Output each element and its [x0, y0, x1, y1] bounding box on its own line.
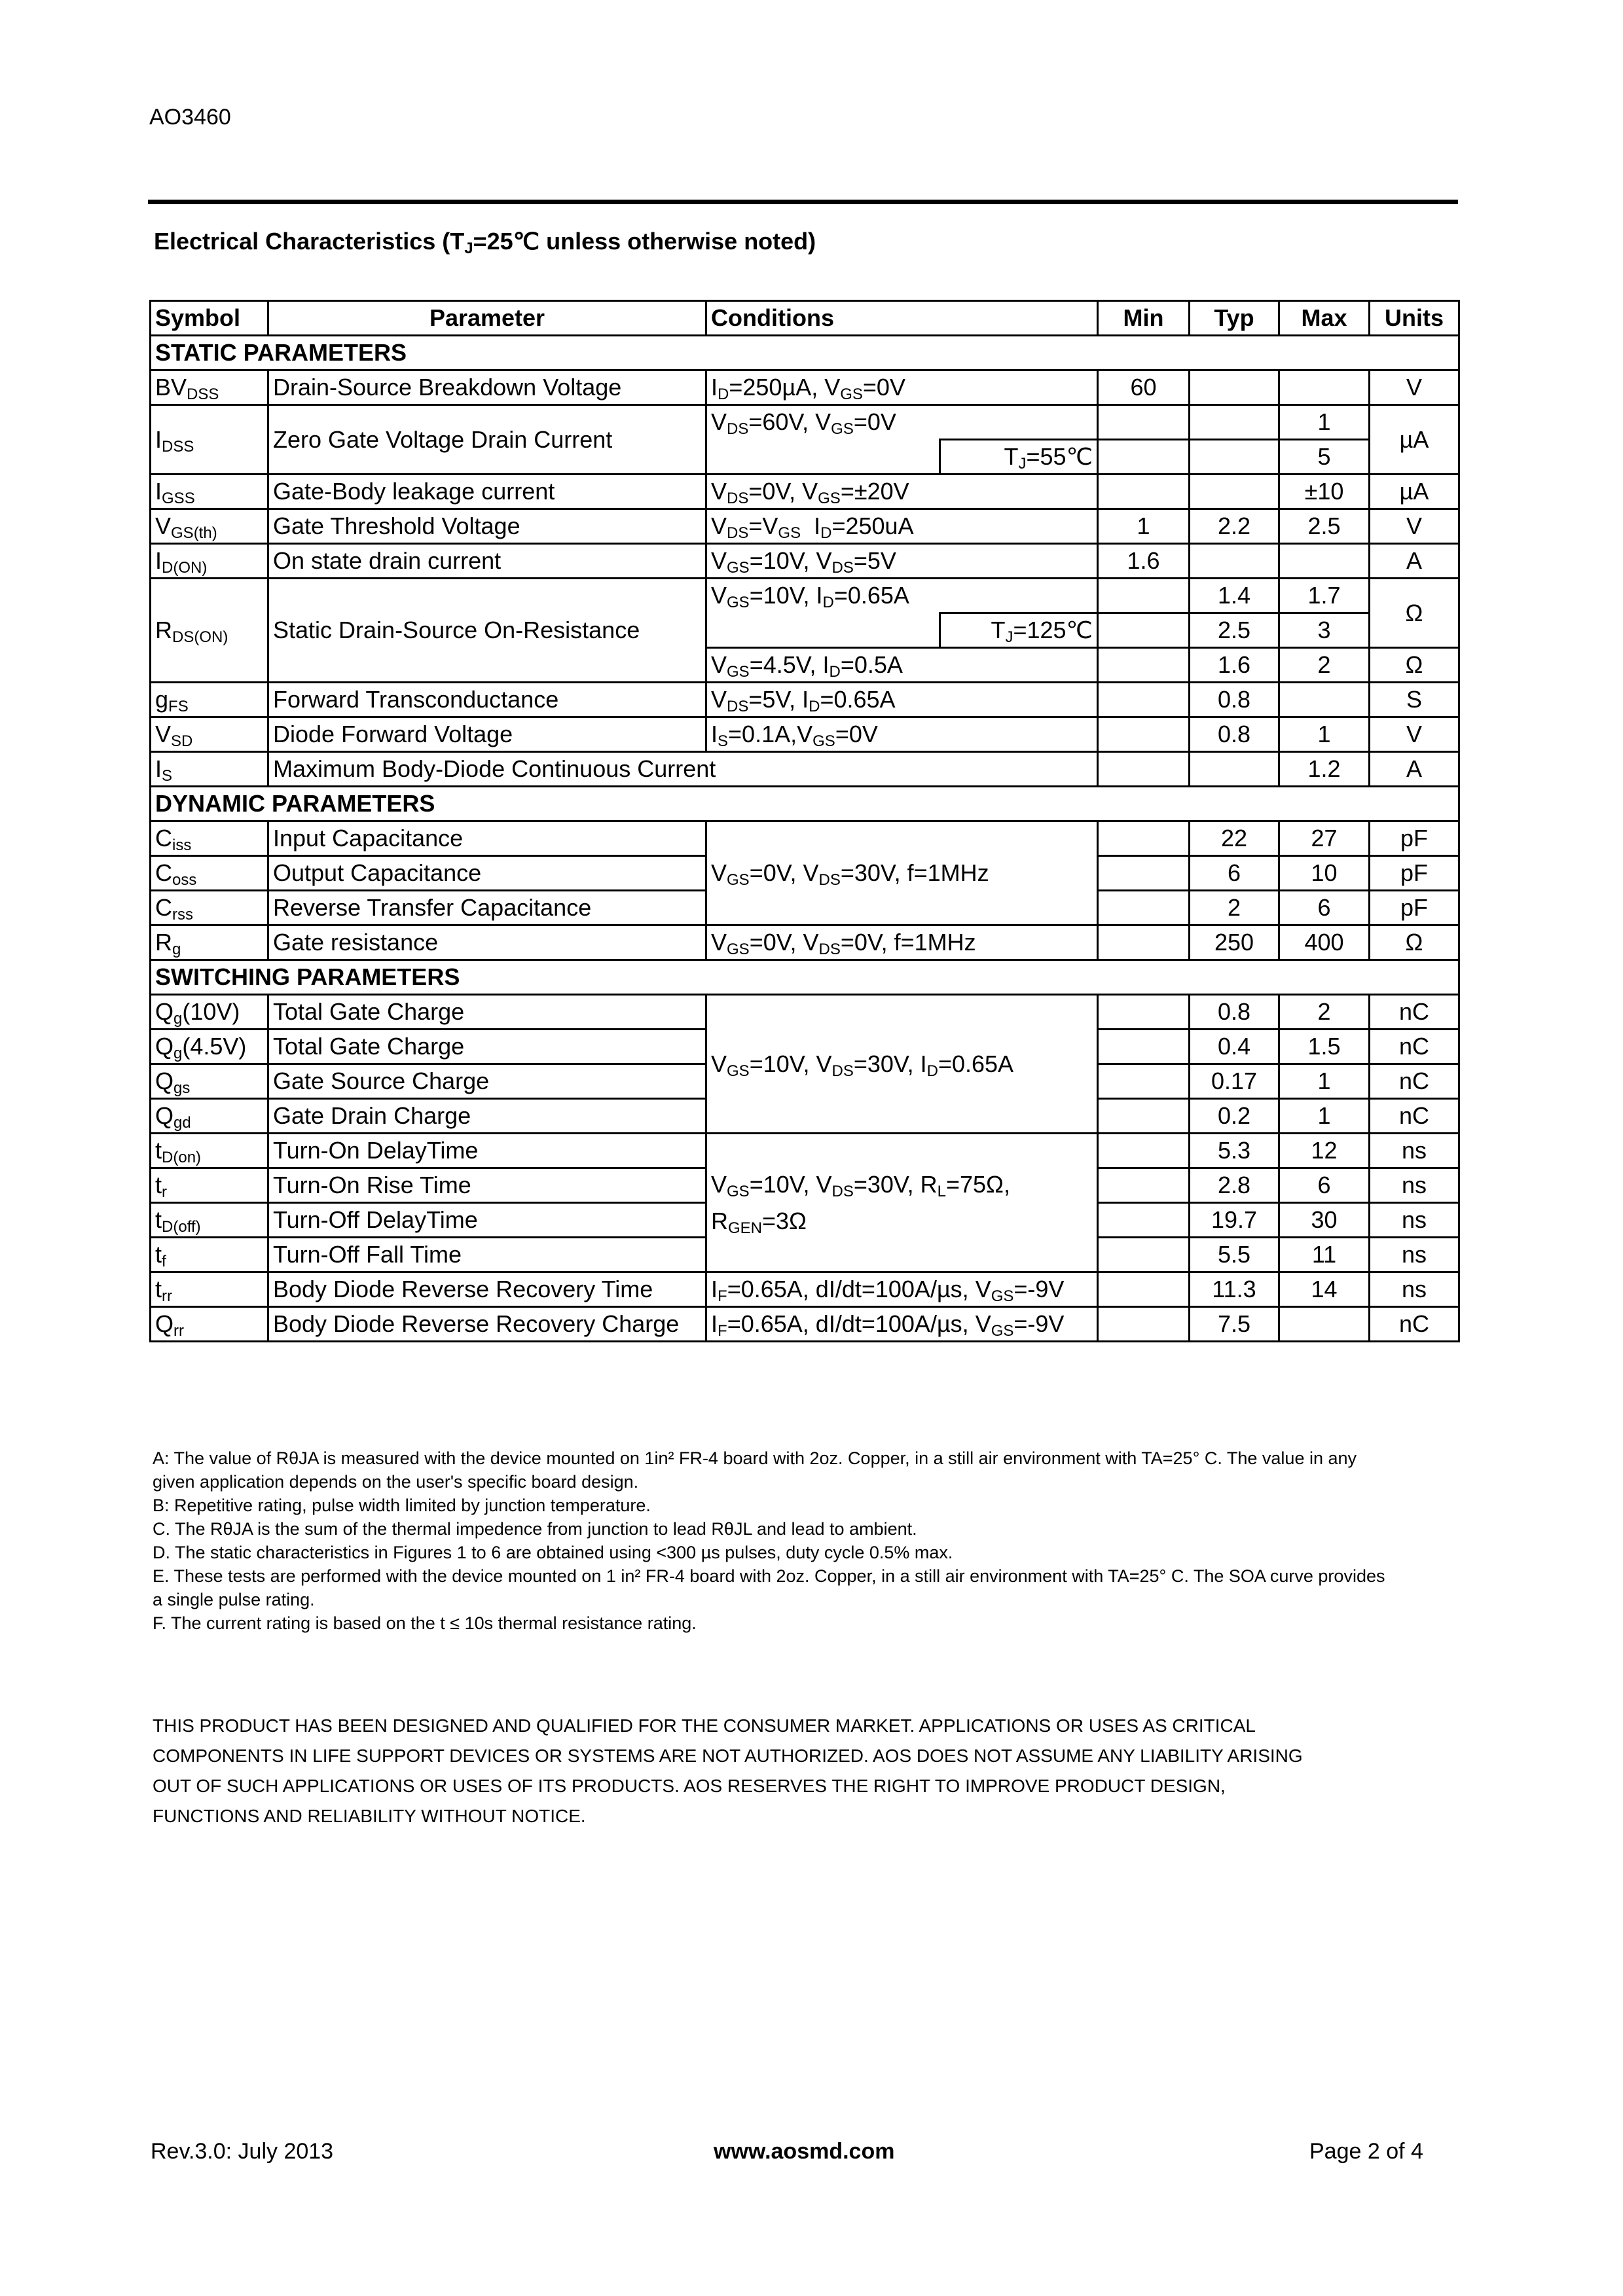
max-cell: 2	[1279, 995, 1370, 1030]
min-cell	[1098, 925, 1190, 960]
typ-cell: 0.8	[1190, 717, 1279, 752]
parameter-cell: Gate Threshold Voltage	[268, 509, 706, 544]
max-cell: ±10	[1279, 475, 1370, 509]
typ-cell: 0.8	[1190, 683, 1279, 717]
typ-cell: 250	[1190, 925, 1279, 960]
conditions-cell: $T_J=55℃$	[940, 440, 1098, 475]
col-max: Max	[1279, 301, 1370, 336]
max-cell	[1279, 1307, 1370, 1342]
conditions-spacer	[706, 440, 940, 475]
note-c: C. The RθJA is the sum of the thermal impedence from junction to lead RθJL and lead to ambient.	[153, 1519, 917, 1539]
parameter-cell: Body Diode Reverse Recovery Charge	[268, 1307, 706, 1342]
symbol-cell: $BV_{DSS}$	[151, 370, 268, 405]
units-cell: Ω	[1370, 925, 1459, 960]
parameter-cell: Gate Drain Charge	[268, 1099, 706, 1134]
units-cell: ns	[1370, 1134, 1459, 1168]
symbol-cell: $C_{rss}$	[151, 891, 268, 925]
max-cell: 30	[1279, 1203, 1370, 1238]
symbol-cell: $Q_g(10V)$	[151, 995, 268, 1030]
conditions-cell: $V_{GS}=10V$, $I_D=0.65A$	[706, 579, 1098, 613]
conditions-cell: $V_{GS}=10V$, $V_{DS}=5V$	[706, 544, 1098, 579]
conditions-cell: $I_F=0.65A$, dI/dt=100A/µs, $V_{GS}=-9V$	[706, 1272, 1098, 1307]
table-row	[151, 509, 1459, 544]
typ-cell: 22	[1190, 821, 1279, 856]
units-cell: ns	[1370, 1203, 1459, 1238]
min-cell	[1098, 1307, 1190, 1342]
typ-cell: 6	[1190, 856, 1279, 891]
table-row	[151, 1307, 1459, 1342]
parameter-cell: On state drain current	[268, 544, 706, 579]
symbol-cell: $I_S$	[151, 752, 268, 787]
units-cell: nC	[1370, 1307, 1459, 1342]
typ-cell	[1190, 405, 1279, 440]
typ-cell	[1190, 475, 1279, 509]
parameter-cell: Body Diode Reverse Recovery Time	[268, 1272, 706, 1307]
min-cell	[1098, 717, 1190, 752]
footer-website-link[interactable]: www.aosmd.com	[714, 2139, 895, 2164]
section-dynamic: DYNAMIC PARAMETERS	[151, 787, 1459, 821]
symbol-cell: $I_{DSS}$	[151, 405, 268, 475]
table-row	[151, 821, 1459, 856]
max-cell: 2	[1279, 648, 1370, 683]
parameter-cell: Gate resistance	[268, 925, 706, 960]
units-cell: pF	[1370, 856, 1459, 891]
note-e: E. These tests are performed with the device mounted on 1 in² FR-4 board with 2oz. Copper, in a still air environment with TA=25° C. The SOA curve provides a single pulse rating.	[153, 1566, 1385, 1609]
units-cell: µA	[1370, 475, 1459, 509]
parameter-cell: Turn-Off Fall Time	[268, 1238, 706, 1272]
title-suffix: =25℃ unless otherwise noted)	[473, 228, 816, 255]
table-row	[151, 752, 1459, 787]
electrical-characteristics-table	[149, 300, 1460, 1342]
units-cell: nC	[1370, 995, 1459, 1030]
max-cell: 1	[1279, 717, 1370, 752]
min-cell	[1098, 856, 1190, 891]
min-cell	[1098, 648, 1190, 683]
max-cell: 5	[1279, 440, 1370, 475]
units-cell: Ω	[1370, 579, 1459, 648]
max-cell: 1.7	[1279, 579, 1370, 613]
min-cell	[1098, 1238, 1190, 1272]
parameter-cell: Turn-Off DelayTime	[268, 1203, 706, 1238]
parameter-cell: Total Gate Charge	[268, 995, 706, 1030]
min-cell	[1098, 1099, 1190, 1134]
typ-cell: 11.3	[1190, 1272, 1279, 1307]
max-cell: 14	[1279, 1272, 1370, 1307]
max-cell: 1	[1279, 405, 1370, 440]
units-cell: nC	[1370, 1099, 1459, 1134]
units-cell: V	[1370, 509, 1459, 544]
table-row	[151, 717, 1459, 752]
table-row	[151, 405, 1459, 440]
max-cell: 6	[1279, 891, 1370, 925]
col-typ: Typ	[1190, 301, 1279, 336]
disclaimer-line: COMPONENTS IN LIFE SUPPORT DEVICES OR SYSTEMS ARE NOT AUTHORIZED. AOS DOES NOT ASSUME ANY LIABILITY ARISING	[153, 1746, 1303, 1766]
symbol-cell: $C_{iss}$	[151, 821, 268, 856]
conditions-cell: $I_D=250\mu A$, $V_{GS}=0V$	[706, 370, 1098, 405]
table-row	[151, 579, 1459, 613]
table-row	[151, 475, 1459, 509]
max-cell: 400	[1279, 925, 1370, 960]
min-cell	[1098, 1272, 1190, 1307]
conditions-cell: $V_{DS}=60V$, $V_{GS}=0V$	[706, 405, 1098, 440]
conditions-cell: $V_{DS}=V_{GS}$ $I_D=250uA$	[706, 509, 1098, 544]
units-cell: V	[1370, 717, 1459, 752]
min-cell: 1	[1098, 509, 1190, 544]
max-cell: 27	[1279, 821, 1370, 856]
table-header-row	[151, 301, 1459, 336]
section-row	[151, 960, 1459, 995]
units-cell: pF	[1370, 821, 1459, 856]
parameter-cell: Static Drain-Source On-Resistance	[268, 579, 706, 683]
table-row	[151, 370, 1459, 405]
min-cell	[1098, 821, 1190, 856]
col-parameter: Parameter	[268, 301, 706, 336]
conditions-cell: $V_{DS}=0V$, $V_{GS}=\pm 20V$	[706, 475, 1098, 509]
parameter-cell: Gate-Body leakage current	[268, 475, 706, 509]
symbol-cell: $Q_g(4.5V)$	[151, 1030, 268, 1064]
symbol-cell: $R_{DS(ON)}$	[151, 579, 268, 683]
max-cell: 1.2	[1279, 752, 1370, 787]
symbol-cell: $t_{rr}$	[151, 1272, 268, 1307]
table-row	[151, 544, 1459, 579]
max-cell: 3	[1279, 613, 1370, 648]
max-cell	[1279, 544, 1370, 579]
min-cell	[1098, 613, 1190, 648]
min-cell	[1098, 1168, 1190, 1203]
parameter-cell: Drain-Source Breakdown Voltage	[268, 370, 706, 405]
typ-cell	[1190, 544, 1279, 579]
units-cell: ns	[1370, 1238, 1459, 1272]
section-row	[151, 336, 1459, 370]
typ-cell: 2	[1190, 891, 1279, 925]
min-cell	[1098, 440, 1190, 475]
typ-cell: 7.5	[1190, 1307, 1279, 1342]
note-f: F. The current rating is based on the t ≤ 10s thermal resistance rating.	[153, 1613, 697, 1633]
parameter-cell: Zero Gate Voltage Drain Current	[268, 405, 706, 475]
symbol-cell: $R_g$	[151, 925, 268, 960]
header-rule	[148, 200, 1458, 204]
typ-cell: 5.3	[1190, 1134, 1279, 1168]
col-symbol: Symbol	[151, 301, 268, 336]
min-cell: 1.6	[1098, 544, 1190, 579]
min-cell	[1098, 405, 1190, 440]
typ-cell: 0.2	[1190, 1099, 1279, 1134]
parameter-cell: Turn-On Rise Time	[268, 1168, 706, 1203]
typ-cell: 2.5	[1190, 613, 1279, 648]
typ-cell: 2.2	[1190, 509, 1279, 544]
col-conditions: Conditions	[706, 301, 1098, 336]
note-d: D. The static characteristics in Figures 1 to 6 are obtained using <300 µs pulses, duty cycle 0.5% max.	[153, 1543, 953, 1562]
typ-cell: 0.17	[1190, 1064, 1279, 1099]
units-cell: Ω	[1370, 648, 1459, 683]
symbol-cell: $V_{GS(th)}$	[151, 509, 268, 544]
table-row	[151, 1272, 1459, 1307]
parameter-cell: Gate Source Charge	[268, 1064, 706, 1099]
footer-revision: Rev.3.0: July 2013	[151, 2139, 334, 2164]
conditions-cell: $V_{GS}=10V$, $V_{DS}=30V$, $I_D=0.65A$	[706, 995, 1098, 1134]
units-cell: ns	[1370, 1168, 1459, 1203]
units-cell: nC	[1370, 1064, 1459, 1099]
min-cell	[1098, 995, 1190, 1030]
title-sub: J	[464, 240, 473, 257]
title-prefix: Electrical Characteristics (T	[154, 228, 465, 255]
min-cell	[1098, 1134, 1190, 1168]
min-cell	[1098, 1203, 1190, 1238]
units-cell: ns	[1370, 1272, 1459, 1307]
parameter-cell: Maximum Body-Diode Continuous Current	[268, 752, 1098, 787]
symbol-cell: $C_{oss}$	[151, 856, 268, 891]
typ-cell: 19.7	[1190, 1203, 1279, 1238]
footnotes	[153, 1446, 1396, 1635]
typ-cell: 2.8	[1190, 1168, 1279, 1203]
units-cell: pF	[1370, 891, 1459, 925]
disclaimer	[153, 1711, 1303, 1831]
part-number: AO3460	[149, 105, 231, 130]
units-cell: µA	[1370, 405, 1459, 475]
conditions-cell: $T_J=125℃$	[940, 613, 1098, 648]
parameter-cell: Input Capacitance	[268, 821, 706, 856]
col-units: Units	[1370, 301, 1459, 336]
symbol-cell: $I_{D(ON)}$	[151, 544, 268, 579]
section-static: STATIC PARAMETERS	[151, 336, 1459, 370]
conditions-cell: $V_{GS}=10V$, $V_{DS}=30V$, $R_L=75\Omega$, $R_{GEN}=3\Omega$	[706, 1134, 1098, 1272]
disclaimer-line: OUT OF SUCH APPLICATIONS OR USES OF ITS PRODUCTS. AOS RESERVES THE RIGHT TO IMPROVE PRODUCT DESIGN,	[153, 1776, 1226, 1796]
note-b: B: Repetitive rating, pulse width limited by junction temperature.	[153, 1496, 651, 1515]
typ-cell	[1190, 370, 1279, 405]
table-row	[151, 683, 1459, 717]
parameter-cell: Output Capacitance	[268, 856, 706, 891]
symbol-cell: $t_{D(off)}$	[151, 1203, 268, 1238]
max-cell: 2.5	[1279, 509, 1370, 544]
table-row	[151, 1134, 1459, 1168]
footer-page-number: Page 2 of 4	[1309, 2139, 1423, 2164]
max-cell: 1	[1279, 1064, 1370, 1099]
typ-cell: 5.5	[1190, 1238, 1279, 1272]
min-cell	[1098, 1064, 1190, 1099]
symbol-cell: $Q_{gs}$	[151, 1064, 268, 1099]
symbol-cell: $t_{D(on)}$	[151, 1134, 268, 1168]
conditions-cell: $V_{DS}=5V$, $I_D=0.65A$	[706, 683, 1098, 717]
symbol-cell: $g_{FS}$	[151, 683, 268, 717]
conditions-cell: $V_{GS}=4.5V$, $I_D=0.5A$	[706, 648, 1098, 683]
typ-cell	[1190, 440, 1279, 475]
parameter-cell: Total Gate Charge	[268, 1030, 706, 1064]
max-cell	[1279, 370, 1370, 405]
typ-cell: 1.4	[1190, 579, 1279, 613]
conditions-cell: $I_S=0.1A,V_{GS}=0V$	[706, 717, 1098, 752]
table-row	[151, 925, 1459, 960]
parameter-cell: Diode Forward Voltage	[268, 717, 706, 752]
max-cell: 11	[1279, 1238, 1370, 1272]
max-cell: 10	[1279, 856, 1370, 891]
parameter-cell: Turn-On DelayTime	[268, 1134, 706, 1168]
disclaimer-line: FUNCTIONS AND RELIABILITY WITHOUT NOTICE.	[153, 1806, 586, 1826]
symbol-cell: $Q_{rr}$	[151, 1307, 268, 1342]
min-cell	[1098, 579, 1190, 613]
typ-cell: 1.6	[1190, 648, 1279, 683]
section-switching: SWITCHING PARAMETERS	[151, 960, 1459, 995]
conditions-spacer	[706, 613, 940, 648]
min-cell	[1098, 683, 1190, 717]
conditions-cell: $I_F=0.65A$, dI/dt=100A/µs, $V_{GS}=-9V$	[706, 1307, 1098, 1342]
conditions-cell: $V_{GS}=0V$, $V_{DS}=30V$, f=1MHz	[706, 821, 1098, 925]
units-cell: V	[1370, 370, 1459, 405]
conditions-cell: $V_{GS}=0V$, $V_{DS}=0V$, f=1MHz	[706, 925, 1098, 960]
table-row	[151, 995, 1459, 1030]
symbol-cell: $t_r$	[151, 1168, 268, 1203]
min-cell	[1098, 752, 1190, 787]
max-cell: 12	[1279, 1134, 1370, 1168]
disclaimer-line: THIS PRODUCT HAS BEEN DESIGNED AND QUALIFIED FOR THE CONSUMER MARKET. APPLICATIONS OR USES AS CRITICAL	[153, 1715, 1256, 1736]
typ-cell: 0.8	[1190, 995, 1279, 1030]
max-cell: 6	[1279, 1168, 1370, 1203]
units-cell: A	[1370, 544, 1459, 579]
parameter-cell: Reverse Transfer Capacitance	[268, 891, 706, 925]
symbol-cell: $Q_{gd}$	[151, 1099, 268, 1134]
max-cell: 1.5	[1279, 1030, 1370, 1064]
typ-cell: 0.4	[1190, 1030, 1279, 1064]
col-min: Min	[1098, 301, 1190, 336]
typ-cell	[1190, 752, 1279, 787]
min-cell	[1098, 1030, 1190, 1064]
symbol-cell: $V_{SD}$	[151, 717, 268, 752]
max-cell	[1279, 683, 1370, 717]
units-cell: S	[1370, 683, 1459, 717]
symbol-cell: $t_f$	[151, 1238, 268, 1272]
symbol-cell: $I_{GSS}$	[151, 475, 268, 509]
min-cell: 60	[1098, 370, 1190, 405]
section-row	[151, 787, 1459, 821]
units-cell: nC	[1370, 1030, 1459, 1064]
max-cell: 1	[1279, 1099, 1370, 1134]
min-cell	[1098, 891, 1190, 925]
note-a: A: The value of RθJA is measured with the device mounted on 1in² FR-4 board with 2oz. Copper, in a still air environment with TA=25° C. The value in any given application depends on the user's specific board design.	[153, 1448, 1357, 1492]
units-cell: A	[1370, 752, 1459, 787]
min-cell	[1098, 475, 1190, 509]
section-title	[154, 228, 816, 255]
parameter-cell: Forward Transconductance	[268, 683, 706, 717]
